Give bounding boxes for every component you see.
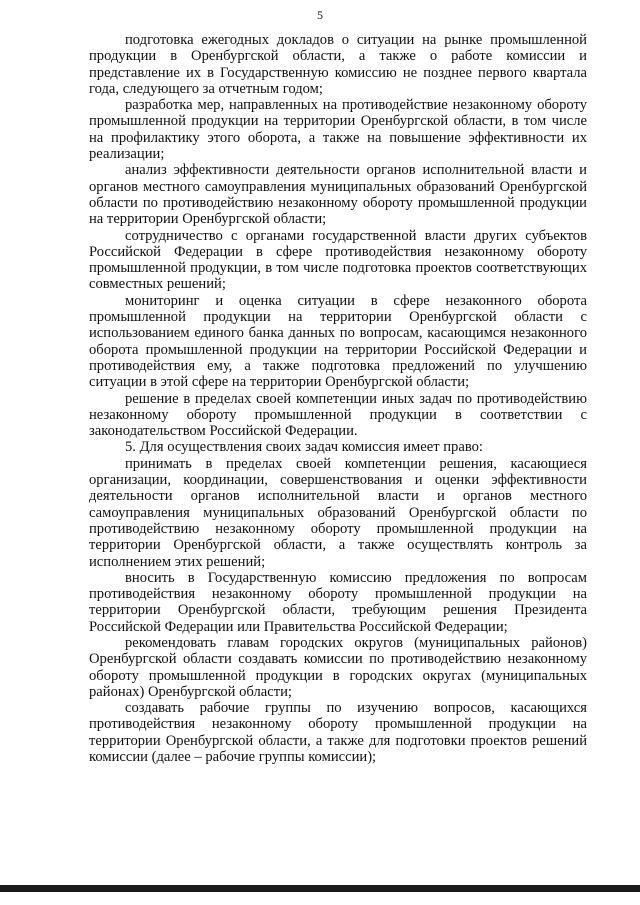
page-bottom-edge <box>0 885 640 892</box>
paragraph-monitoring: мониторинг и оценка ситуации в сфере незаконного оборота промышленной продукции на территории Оренбургской области с использованием единого банка данных по вопросам, касающимся незаконного оборота промышленной продукции на территории Российской Федерации и противодействия ему, а также подготовка предложений по улучшению ситуации в этой сфере на территории Оренбургской области; <box>89 292 587 391</box>
paragraph-cooperation: сотрудничество с органами государственной власти других субъектов Российской Федерации в сфере противодействия незаконному обороту промышленной продукции, в том числе подготовка проектов соответствующих совместных решений; <box>89 227 587 293</box>
paragraph-other-tasks: решение в пределах своей компетенции иных задач по противодействию незаконному обороту промышленной продукции в соответствии с законодательством Российской Федерации. <box>89 390 587 440</box>
section-5-heading: 5. Для осуществления своих задач комиссия имеет право: <box>125 439 483 456</box>
page-number: 5 <box>317 8 323 22</box>
paragraph-proposals: вносить в Государственную комиссию предложения по вопросам противодействия незаконному обороту промышленной продукции на территории Оренбургской области, требующим решения Президента Российской Федерации или Правительства Российской Федерации; <box>89 569 587 635</box>
paragraph-annual-reports: подготовка ежегодных докладов о ситуации на рынке промышленной продукции в Оренбургской области, а также о работе комиссии и представление их в Государственную комиссию не позднее первого квартала года, следующего за отчетным годом; <box>89 32 587 97</box>
paragraph-decisions: принимать в пределах своей компетенции решения, касающиеся организации, координации, совершенствования и оценки эффективности деятельности органов исполнительной власти и органов местного самоуправления муниципальных образований Оренбургской области по противодействию незаконному обороту промышленной продукции на территории Оренбургской области, а также осуществлять контроль за исполнением этих решений; <box>89 455 587 570</box>
paragraph-working-groups: создавать рабочие группы по изучению вопросов, касающихся противодействия незаконному обороту промышленной продукции на территории Оренбургской области, а также для подготовки проектов решений комиссии (далее – рабочие группы комиссии); <box>89 700 587 766</box>
paragraph-countermeasures: разработка мер, направленных на противодействие незаконному обороту промышленной продукции на территории Оренбургской области, в том числе на профилактику этого оборота, а также на повышение эффективности их реализации; <box>89 97 587 163</box>
paragraph-efficiency-analysis: анализ эффективности деятельности органов исполнительной власти и органов местного самоуправления муниципальных образований Оренбургской области по противодействию незаконному обороту промышленной продукции на территории Оренбургской области; <box>89 162 587 228</box>
document-body <box>89 32 587 765</box>
paragraph-recommend-commissions: рекомендовать главам городских округов (муниципальных районов) Оренбургской области создавать комиссии по противодействию незаконному обороту промышленной продукции в городских округах (муниципальных районах) Оренбургской области; <box>89 634 587 700</box>
